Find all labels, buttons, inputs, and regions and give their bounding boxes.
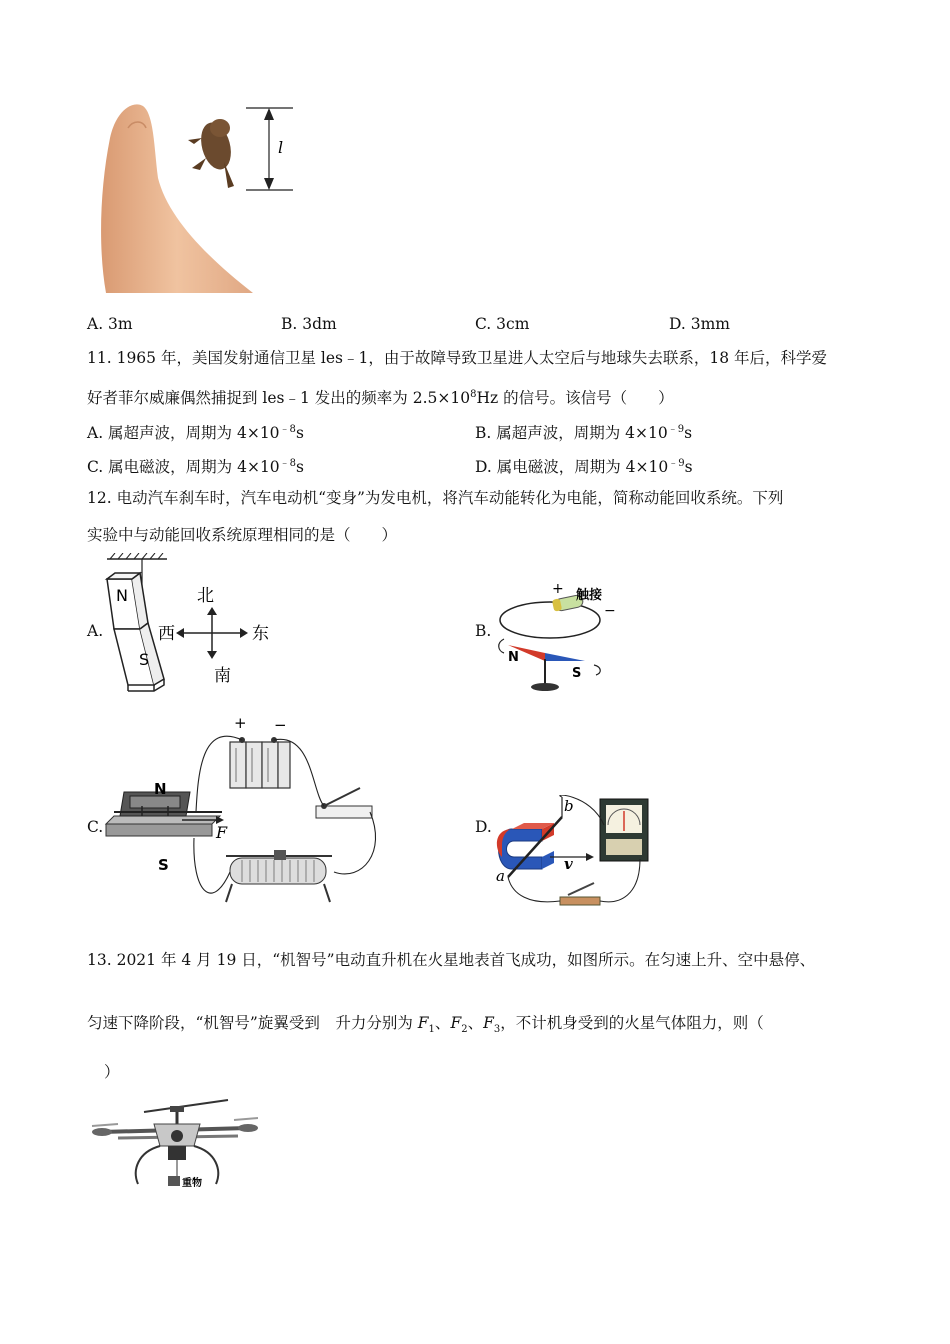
svg-text:S: S (572, 666, 582, 681)
svg-text:N: N (154, 780, 167, 798)
length-label: l (278, 138, 284, 157)
payload-icon (168, 1176, 180, 1186)
svg-text:−: − (604, 603, 616, 619)
oersted-experiment-figure (490, 575, 625, 700)
q10-option-d: D. 3mm (669, 315, 730, 333)
q12-stem-line2: 实验中与动能回收系统原理相同的是（ ） (87, 526, 398, 544)
svg-text:S: S (158, 856, 169, 874)
frog-icon (188, 119, 236, 188)
q12-option-a-label: A. (87, 622, 104, 640)
q13-stem-line3: ） (104, 1063, 120, 1081)
q12-option-d-label: D. (475, 818, 492, 836)
q11-option-a: A. 属超声波，周期为 $4\times 10^{﹣8}s$ (87, 424, 304, 443)
svg-text:南: 南 (214, 666, 231, 686)
q13-stem-line1: 13. 2021 年 4 月 19 日，“机智号”电动直升机在火星地表首飞成功，如图所示。在匀速上升、空中悬停、 (87, 951, 816, 969)
generator-principle-figure (490, 795, 660, 913)
svg-text:东: 东 (252, 624, 269, 644)
svg-text:西: 西 (158, 624, 175, 644)
q11-stem-line1: 11. 1965 年，美国发射通信卫星 les﹣1，由于故障导致卫星进人太空后与地球失去联系，18 年后，科学爱 (87, 349, 827, 367)
motor-principle-figure (102, 712, 382, 912)
q11-option-c: C. 属电磁波，周期为 $4\times 10^{﹣8}s$ (87, 458, 305, 477)
q11-stem-line2: 好者菲尔威廉偶然捕捉到 les﹣1 发出的频率为 $2.5\times 10^8Hz$ 的信号。该信号（ ） (87, 389, 674, 408)
q10-option-c: C. 3cm (475, 315, 530, 333)
q10-option-b: B. 3dm (281, 315, 337, 333)
svg-text:N: N (508, 650, 519, 665)
q12-option-b-label: B. (475, 622, 492, 640)
q10-option-a: A. 3m (87, 315, 133, 333)
svg-text:北: 北 (197, 586, 214, 606)
q12-stem-line1: 12. 电动汽车刹车时，汽车电动机“变身”为发电机，将汽车动能转化为电能，简称动能回收系统。下列 (87, 489, 784, 507)
svg-text:b: b (564, 797, 574, 815)
svg-text:N: N (116, 586, 128, 605)
q13-stem-line2: 匀速下降阶段，“机智号”旋翼受到 升力分别为 $F_1$、$F_2$、$F_3$，不计机身受到的火星气体阻力，则（ (87, 1014, 764, 1036)
q11-option-d: D. 属电磁波，周期为 $4\times 10^{﹣9}s$ (475, 458, 693, 477)
payload-label: 重物 (182, 1178, 202, 1189)
svg-text:a: a (496, 867, 505, 885)
svg-text:触接: 触接 (576, 588, 603, 603)
q12-option-c-label: C. (87, 818, 104, 836)
q11-option-b: B. 属超声波，周期为 $4\times 10^{﹣9}s$ (475, 424, 693, 443)
svg-text:F: F (216, 823, 228, 842)
svg-text:+: + (234, 714, 247, 732)
thumb-frog-figure (88, 98, 303, 298)
suspended-magnet-figure (102, 553, 282, 698)
svg-text:+: + (552, 581, 564, 597)
svg-text:−: − (274, 716, 287, 734)
svg-text:v: v (564, 855, 573, 873)
svg-text:S: S (139, 650, 150, 669)
drone-figure (88, 1094, 258, 1194)
